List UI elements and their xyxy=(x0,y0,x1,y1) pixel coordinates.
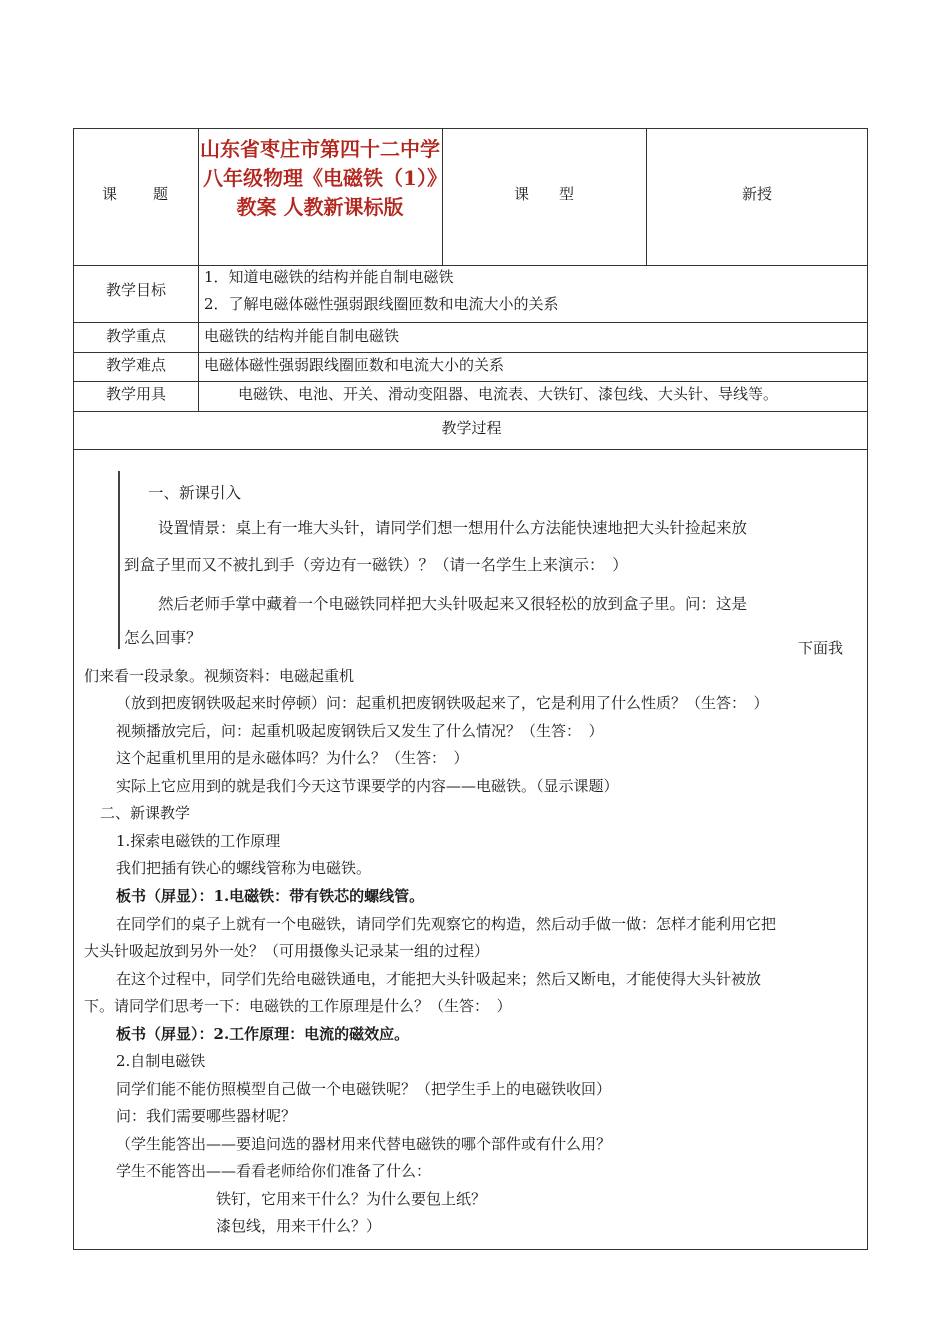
row-divider xyxy=(74,265,867,266)
intro-heading: 一、新课引入 xyxy=(148,484,242,502)
tools-label: 教学用具 xyxy=(105,385,166,403)
row-divider xyxy=(74,411,867,412)
tools-value: 电磁铁、电池、开关、滑动变阻器、电流表、大铁钉、漆包线、大头针、导线等。 xyxy=(238,385,779,403)
subsection-heading: 2.自制电磁铁 xyxy=(116,1052,206,1070)
row-divider xyxy=(74,381,867,382)
type-value: 新授 xyxy=(741,185,772,203)
paragraph: 在同学们的桌子上就有一个电磁铁，请同学们先观察它的构造，然后动手做一做：怎样才能利用它把 xyxy=(116,915,777,933)
objective-1: 1．知道电磁铁的结构并能自制电磁铁 xyxy=(204,268,454,286)
intro-line-1: 设置情景：桌上有一堆大头针，请同学们想一想用什么方法能快速地把大头针捡起来放 xyxy=(158,519,748,537)
paragraph: 在这个过程中，同学们先给电磁铁通电，才能把大头针吸起来；然后又断电，才能使得大头针被放 xyxy=(116,970,762,988)
difficulty-value: 电磁体磁性强弱跟线圈匝数和电流大小的关系 xyxy=(204,356,505,374)
paragraph: 我们把插有铁心的螺线管称为电磁铁。 xyxy=(116,859,372,877)
intro-line-4: 怎么回事？ xyxy=(124,629,202,647)
paragraph: 同学们能不能仿照模型自己做一个电磁铁呢？（把学生手上的电磁铁收回） xyxy=(116,1080,612,1098)
objective-2: 2．了解电磁体磁性强弱跟线圈匝数和电流大小的关系 xyxy=(204,295,559,313)
paragraph: 下。请同学们思考一下：电磁铁的工作原理是什么？（生答： ） xyxy=(84,997,512,1015)
paragraph: 问：我们需要哪些器材呢？ xyxy=(116,1107,297,1125)
paragraph: 铁钉，它用来干什么？为什么要包上纸？ xyxy=(216,1190,487,1208)
subsection-heading: 1.探索电磁铁的工作原理 xyxy=(116,832,281,850)
paragraph: 们来看一段录象。视频资料：电磁起重机 xyxy=(84,667,355,685)
lesson-title xyxy=(200,135,440,222)
paragraph: 这个起重机里用的是永磁体吗？为什么？（生答： ） xyxy=(116,749,469,767)
lesson-plan-table xyxy=(73,128,868,1250)
difficulty-label: 教学难点 xyxy=(105,356,166,374)
paragraph: 视频播放完后，问：起重机吸起废钢铁后又发生了什么情况？（生答： ） xyxy=(116,722,604,740)
paragraph-tail: 下面我 xyxy=(798,639,844,657)
intro-line-3: 然后老师手掌中藏着一个电磁铁同样把大头针吸起来又很轻松的放到盒子里。问：这是 xyxy=(158,595,748,613)
process-label: 教学过程 xyxy=(441,419,502,437)
key-value: 电磁铁的结构并能自制电磁铁 xyxy=(204,327,400,345)
paragraph: （学生能答出——要追问选的器材用来代替电磁铁的哪个部件或有什么用？ xyxy=(116,1135,612,1153)
row-divider xyxy=(74,352,867,353)
board-note-2: 板书（屏显）：2.工作原理：电流的磁效应。 xyxy=(116,1025,410,1043)
row-divider xyxy=(74,322,867,323)
col-divider xyxy=(198,129,199,411)
key-label: 教学重点 xyxy=(105,327,166,345)
objectives-label: 教学目标 xyxy=(105,281,166,299)
paragraph: 学生不能答出——看看老师给你们准备了什么： xyxy=(116,1162,432,1180)
paragraph: 大头针吸起放到另外一处？（可用摄像头记录某一组的过程） xyxy=(84,942,490,960)
type-label: 课 型 xyxy=(513,185,574,203)
intro-line-2: 到盒子里而又不被扎到手（旁边有一磁铁）？（请一名学生上来演示： ） xyxy=(124,556,628,574)
paragraph: 实际上它应用到的就是我们今天这节课要学的内容——电磁铁。（显示课题） xyxy=(116,777,619,795)
lesson-title-text: 山东省枣庄市第四十二中学八年级物理《电磁铁（1）》教案 人教新课标版 xyxy=(200,137,440,219)
section-heading: 二、新课教学 xyxy=(100,804,191,822)
paragraph: （放到把废钢铁吸起来时停顿）问：起重机把废钢铁吸起来了，它是利用了什么性质？（生答： ） xyxy=(116,694,769,712)
intro-excerpt-bar xyxy=(118,471,120,649)
board-note-1: 板书（屏显）：1.电磁铁：带有铁芯的螺线管。 xyxy=(116,887,425,905)
row-divider xyxy=(74,449,867,450)
paragraph: 漆包线，用来干什么？） xyxy=(216,1217,382,1235)
topic-label: 课 题 xyxy=(101,185,170,203)
